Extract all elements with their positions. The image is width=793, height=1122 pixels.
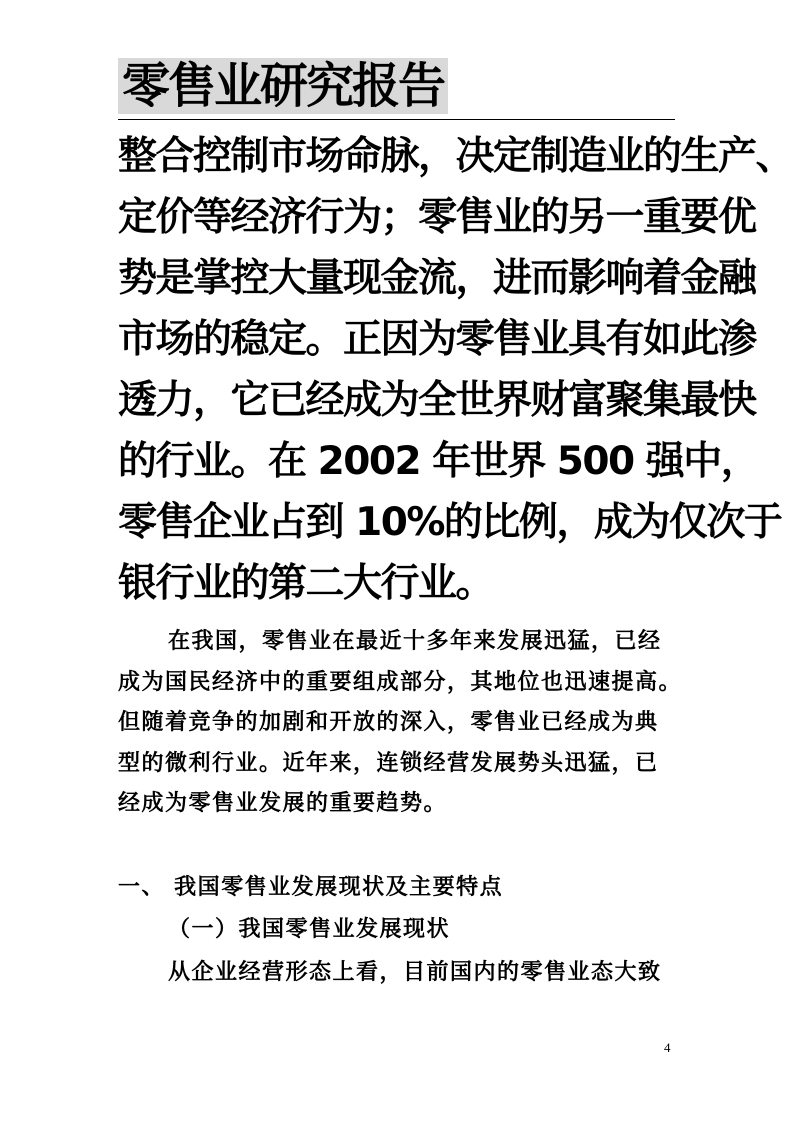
intro-line: 的行业。在 2002 年世界 500 强中， (118, 439, 759, 484)
intro-line: 整合控制市场命脉，决定制造业的生产、 (118, 134, 793, 179)
body-line: 经成为零售业发展的重要趋势。 (118, 791, 448, 816)
body-line: 型的微利行业。近年来，连锁经营发展势头迅猛，已 (118, 750, 659, 776)
intro-line: 银行业的第二大行业。 (118, 561, 494, 606)
intro-paragraph (118, 126, 793, 614)
intro-line: 零售企业占到 10%的比例，成为仅次于 (118, 500, 782, 545)
intro-line: 势是掌控大量现金流，进而影响着金融 (118, 256, 756, 301)
intro-line: 定价等经济行为；零售业的另一重要优 (118, 195, 756, 240)
page-number: 4 (664, 1040, 671, 1055)
section-heading: 一、 我国零售业发展现状及主要特点 (118, 875, 504, 900)
intro-line: 透力，它已经成为全世界财富聚集最快 (118, 378, 756, 423)
body-line: 但随着竞争的加剧和开放的深入，零售业已经成为典 (118, 710, 659, 735)
body-line: 成为国民经济中的重要组成部分，其地位也迅速提高。 (118, 669, 683, 695)
report-header-title: 零售业研究报告 (118, 58, 448, 114)
body-line: 在我国，零售业在最近十多年来发展迅猛，已经 (168, 629, 662, 654)
intro-line: 市场的稳定。正因为零售业具有如此渗 (118, 317, 756, 362)
subsection-heading: （一）我国零售业发展现状 (168, 917, 451, 942)
body-paragraph (118, 622, 683, 825)
subsection-first-line: 从企业经营形态上看，目前国内的零售业态大致 (168, 960, 662, 985)
header-divider (118, 119, 675, 120)
